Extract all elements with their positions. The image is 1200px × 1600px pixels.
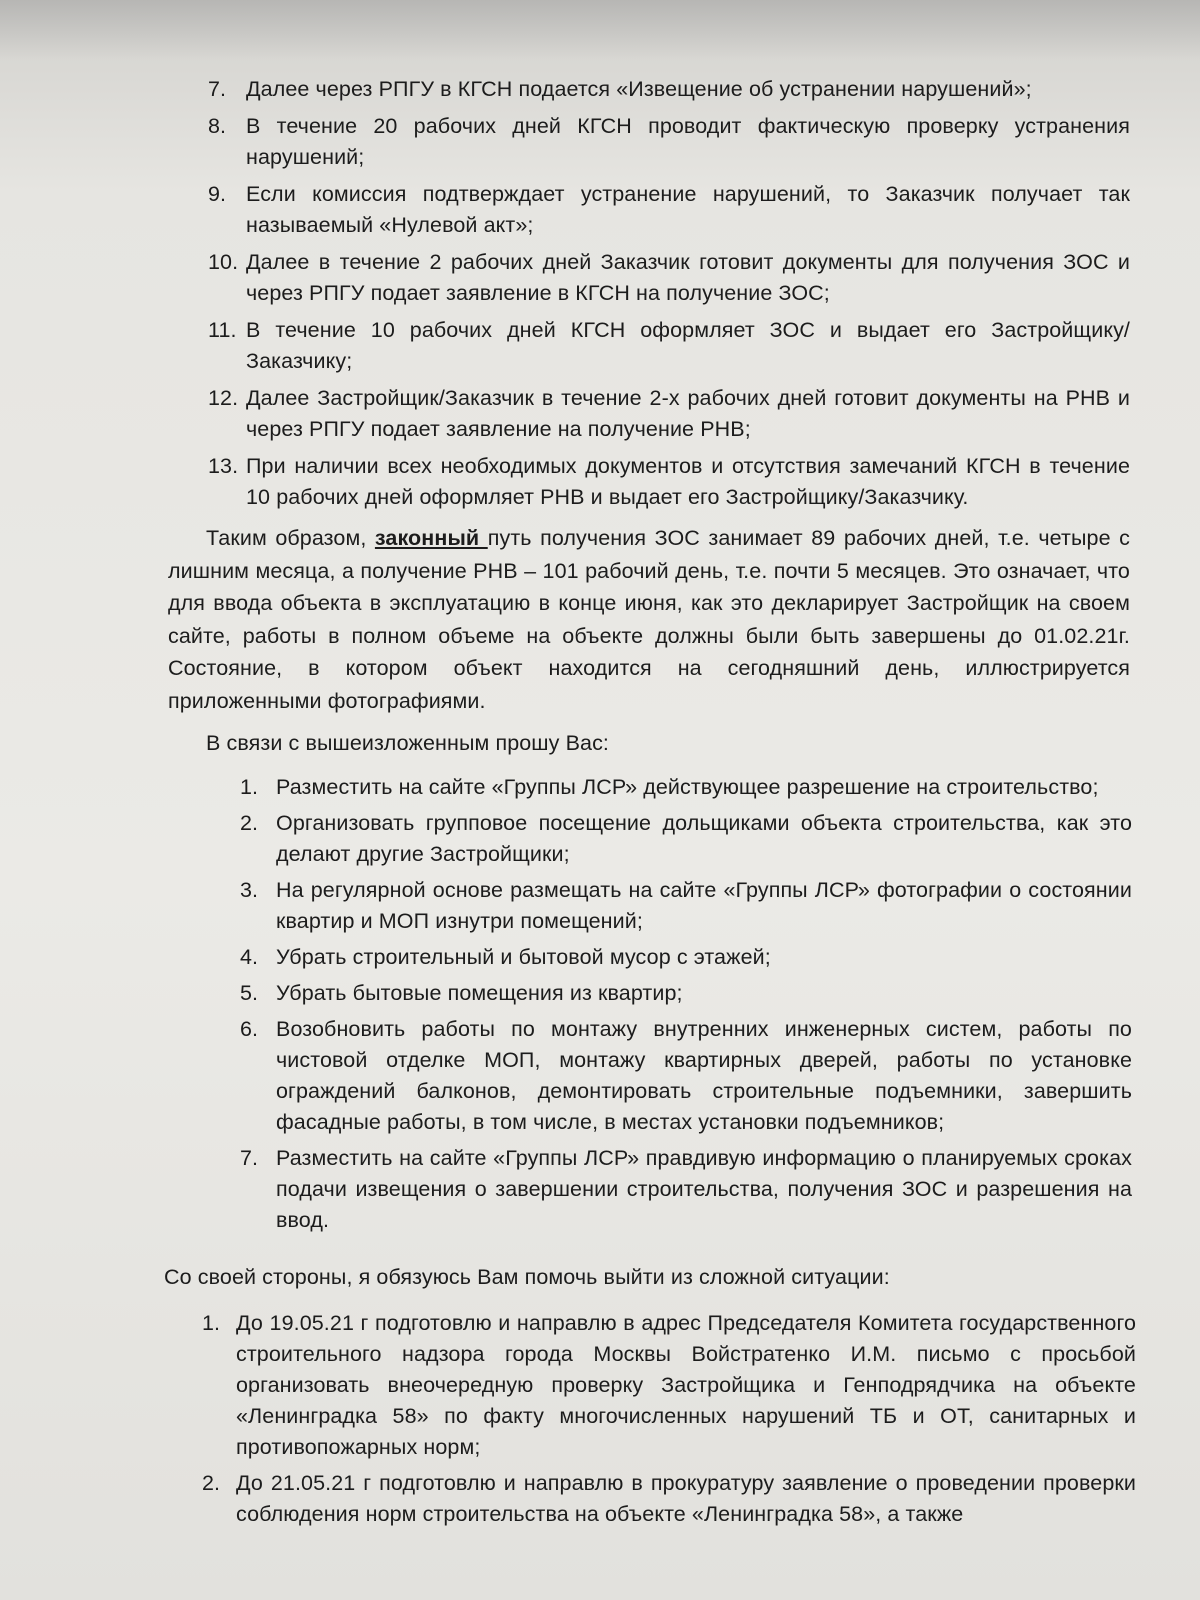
- list-item-text: Возобновить работы по монтажу внутренних инженерных систем, работы по чистовой отделке МОП, монтажу квартирных дверей, работы по установке ограждений балконов, демонтировать строительные подъемники, завершить фасадные работы, в том числе, в местах установки подъемников;: [276, 1017, 1132, 1134]
- conclusion-emphasis: законный: [374, 526, 488, 550]
- list-item-text: Разместить на сайте «Группы ЛСР» правдивую информацию о планируемых сроках подачи извещения о завершении строительства, получения ЗОС и разрешения на ввод.: [276, 1146, 1132, 1232]
- page-shadow: [0, 0, 1200, 60]
- conclusion-intro: Таким образом,: [206, 526, 375, 550]
- list-item-number: 2.: [240, 811, 259, 835]
- commitment-intro: Со своей стороны, я обязуюсь Вам помочь выйти из сложной ситуации:: [164, 1265, 890, 1289]
- list-item-text: Далее Застройщик/Заказчик в течение 2-х рабочих дней готовит документы на РНВ и через РПГУ подает заявление на получение РНВ;: [246, 386, 1130, 441]
- list-item-number: 4.: [240, 945, 259, 969]
- list-item-text: В течение 20 рабочих дней КГСН проводит фактическую проверку устранения нарушений;: [246, 114, 1130, 169]
- list-item-text: До 19.05.21 г подготовлю и направлю в адрес Председателя Комитета государственного строительного надзора города Москвы Войстратенко И.М. письмо с просьбой организовать внеочередную проверку Застройщика и Генподрядчика на объекте «Ленинградка 58» по факту многочисленных нарушений ТБ и ОТ, санитарных и противопожарных норм;: [236, 1311, 1136, 1459]
- list-item-text: Далее в течение 2 рабочих дней Заказчик готовит документы для получения ЗОС и через РПГУ подает заявление в КГСН на получение ЗОС;: [246, 250, 1130, 305]
- list-item-text: Организовать групповое посещение дольщиками объекта строительства, как это делают другие Застройщики;: [276, 811, 1132, 866]
- list-item-number: 7.: [208, 77, 227, 101]
- list-item: [208, 179, 1130, 241]
- list-item-number: 13.: [208, 454, 239, 478]
- list-item: [240, 1014, 1132, 1138]
- list-item-text: Разместить на сайте «Группы ЛСР» действующее разрешение на строительство;: [276, 775, 1099, 799]
- list-item-text: Если комиссия подтверждает устранение нарушений, то Заказчик получает так называемый «Нулевой акт»;: [246, 182, 1130, 237]
- list-item: [240, 808, 1132, 870]
- conclusion-paragraph: [168, 522, 1130, 717]
- list-item: [202, 1468, 1136, 1530]
- commitments-list: [202, 1308, 1136, 1530]
- list-item-number: 2.: [202, 1471, 221, 1495]
- list-item-number: 5.: [240, 981, 259, 1005]
- list-item-number: 1.: [202, 1311, 221, 1335]
- list-item: [208, 247, 1130, 309]
- list-item: [202, 1308, 1136, 1463]
- list-item-number: 6.: [240, 1017, 259, 1041]
- list-item-text: Далее через РПГУ в КГСН подается «Извещение об устранении нарушений»;: [246, 77, 1032, 101]
- list-item-text: Убрать строительный и бытовой мусор с этажей;: [276, 945, 771, 969]
- conclusion-rest: путь получения ЗОС занимает 89 рабочих дней, т.е. четыре с лишним месяца, а получение РНВ – 101 рабочий день, т.е. почти 5 месяцев. Это означает, что для ввода объекта в эксплуатацию в конце июня, как это декларирует Застройщик на своем сайте, работы в полном объеме на объекте должны были быть завершены до 01.02.21г. Состояние, в котором объект находится на сегодняшний день, иллюстрируется приложенными фотографиями.: [168, 526, 1130, 713]
- request-intro: В связи с вышеизложенным прошу Вас:: [206, 731, 610, 755]
- list-item-number: 3.: [240, 878, 259, 902]
- list-item-text: При наличии всех необходимых документов и отсутствия замечаний КГСН в течение 10 рабочих дней оформляет РНВ и выдает его Застройщику/Заказчику.: [246, 454, 1130, 509]
- list-item: [240, 1143, 1132, 1236]
- list-item-text: Убрать бытовые помещения из квартир;: [276, 981, 683, 1005]
- list-item: [240, 772, 1132, 803]
- list-item: [208, 111, 1130, 173]
- list-item-text: В течение 10 рабочих дней КГСН оформляет ЗОС и выдает его Застройщику/Заказчику;: [246, 318, 1130, 373]
- list-item-number: 8.: [208, 114, 227, 138]
- requests-list: [240, 772, 1132, 1236]
- list-item: [208, 74, 1130, 105]
- list-item-number: 7.: [240, 1146, 259, 1170]
- list-item: [208, 451, 1130, 513]
- list-item-number: 9.: [208, 182, 227, 206]
- list-item-text: До 21.05.21 г подготовлю и направлю в прокуратуру заявление о проведении проверки соблюдения норм строительства на объекте «Ленинградка 58», а также: [236, 1471, 1136, 1526]
- list-item-number: 10.: [208, 250, 239, 274]
- list-item: [208, 315, 1130, 377]
- list-item-number: 11.: [208, 318, 237, 342]
- list-item: [240, 942, 1132, 973]
- procedure-steps-list: [208, 74, 1130, 513]
- list-item: [240, 978, 1132, 1009]
- list-item: [240, 875, 1132, 937]
- list-item: [208, 383, 1130, 445]
- list-item-text: На регулярной основе размещать на сайте «Группы ЛСР» фотографии о состоянии квартир и МОП изнутри помещений;: [276, 878, 1132, 933]
- list-item-number: 1.: [240, 775, 259, 799]
- list-item-number: 12.: [208, 386, 239, 410]
